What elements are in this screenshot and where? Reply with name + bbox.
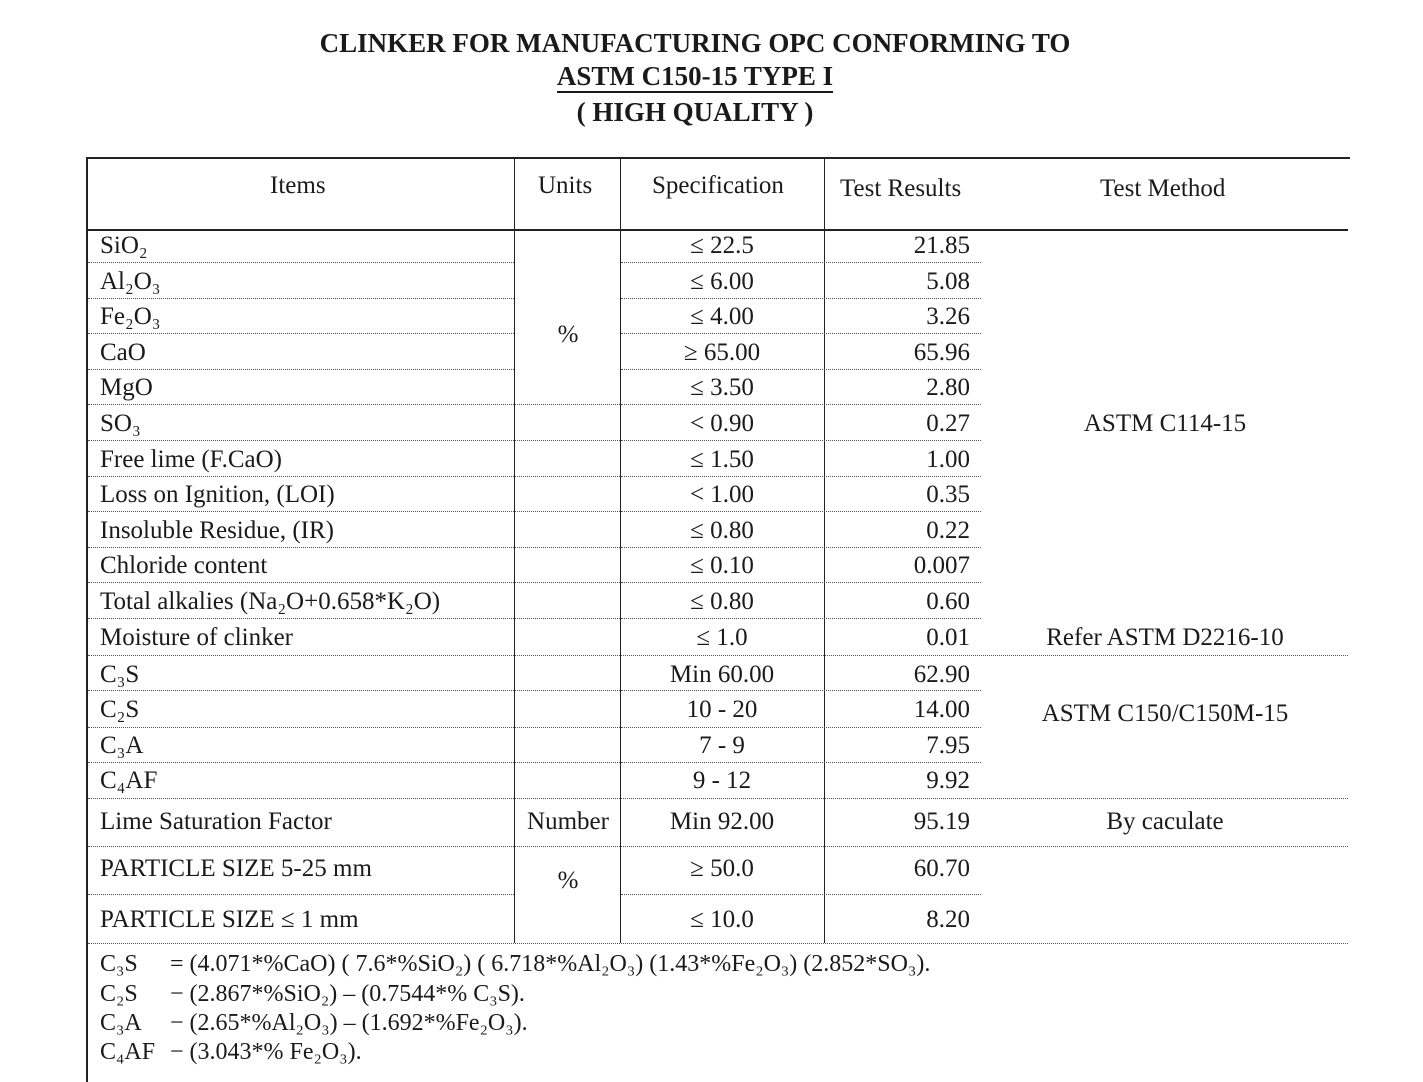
spec-cao: ≥ 65.00 — [683, 339, 761, 366]
result-c3s: 62.90 — [913, 661, 970, 688]
formula-c2s — [100, 980, 525, 1008]
formula-label: C₃A — [100, 1010, 142, 1036]
item-insoluble-residue: Insoluble Residue, (IR) — [100, 517, 334, 544]
item-total-alkalies: Total alkalies (Na₂O+0.658*K₂O) — [100, 588, 441, 615]
formula-text: − (2.65*%Al₂O₃) – (1.692*%Fe₂O₃). — [170, 1010, 528, 1036]
result-particle-5-25: 60.70 — [913, 855, 970, 882]
spec-so3: < 0.90 — [689, 410, 755, 437]
quality-subtitle: ( HIGH QUALITY ) — [576, 97, 814, 127]
method-astm-c150: ASTM C150/C150M-15 — [1041, 700, 1289, 727]
item-c3s: C₃S — [100, 661, 140, 688]
formula-c4af — [100, 1038, 362, 1066]
result-moisture: 0.01 — [926, 624, 970, 651]
col-header-items: Items — [270, 172, 326, 199]
formula-c3a — [100, 1009, 528, 1037]
result-loi: 0.35 — [926, 481, 970, 508]
col-header-test-method: Test Method — [1100, 175, 1226, 202]
formula-text: = (4.071*%CaO) ( 7.6*%SiO₂) ( 6.718*%Al₂O₃) (1.43*%Fe₂O₃) (2.852*SO₃). — [170, 951, 931, 977]
item-particle-5-25: PARTICLE SIZE 5-25 mm — [100, 855, 372, 882]
item-lsf: Lime Saturation Factor — [100, 808, 332, 835]
col-divider-spec — [620, 158, 621, 943]
result-lsf: 95.19 — [913, 808, 970, 835]
formula-label: C₂S — [100, 981, 138, 1007]
result-insoluble-residue: 0.22 — [926, 517, 970, 544]
item-chloride: Chloride content — [100, 552, 268, 579]
spec-c2s: 10 - 20 — [686, 696, 758, 723]
item-moisture: Moisture of clinker — [100, 624, 294, 651]
item-c3a: C₃A — [100, 732, 144, 759]
method-calculate: By caculate — [1106, 808, 1224, 835]
spec-mgo: ≤ 3.50 — [690, 374, 754, 401]
result-cao: 65.96 — [913, 339, 970, 366]
col-divider-units — [514, 158, 515, 943]
item-so3: SO₃ — [100, 410, 141, 437]
spec-lsf: Min 92.00 — [669, 808, 775, 835]
formula-c3s — [100, 950, 930, 978]
item-fe2o3: Fe₂O₃ — [100, 303, 161, 330]
formula-text: − (2.867*%SiO₂) – (0.7544*% C₃S). — [170, 981, 525, 1007]
unit-percent-oxides: % — [557, 321, 579, 348]
spec-insoluble-residue: ≤ 0.80 — [690, 517, 754, 544]
item-particle-1mm: PARTICLE SIZE ≤ 1 mm — [100, 906, 359, 933]
spec-chloride: ≤ 0.10 — [690, 552, 754, 579]
method-astm-c114: ASTM C114-15 — [1083, 410, 1247, 437]
spec-c4af: 9 - 12 — [692, 767, 752, 794]
spec-free-lime: ≤ 1.50 — [690, 446, 754, 473]
spec-al2o3: ≤ 6.00 — [690, 268, 754, 295]
result-particle-1mm: 8.20 — [926, 906, 970, 933]
spec-loi: < 1.00 — [689, 481, 755, 508]
item-al2o3: Al₂O₃ — [100, 268, 161, 295]
item-loi: Loss on Ignition, (LOI) — [100, 481, 335, 508]
item-c4af: C₄AF — [100, 767, 158, 794]
item-c2s: C₂S — [100, 696, 140, 723]
col-header-units: Units — [538, 172, 593, 199]
result-c3a: 7.95 — [926, 732, 970, 759]
result-chloride: 0.007 — [913, 552, 970, 579]
item-sio2: SiO₂ — [100, 232, 148, 259]
spec-c3a: 7 - 9 — [699, 732, 745, 759]
col-header-test-results: Test Results — [840, 175, 962, 202]
col-divider-results — [824, 158, 825, 943]
spec-particle-1mm: ≤ 10.0 — [690, 906, 754, 933]
result-al2o3: 5.08 — [926, 268, 970, 295]
document-title: CLINKER FOR MANUFACTURING OPC CONFORMING TO — [319, 28, 1071, 58]
result-c2s: 14.00 — [913, 696, 970, 723]
spec-fe2o3: ≤ 4.00 — [690, 303, 754, 330]
col-header-specification: Specification — [652, 172, 784, 199]
unit-percent-particle: % — [557, 867, 579, 894]
spec-moisture: ≤ 1.0 — [696, 624, 748, 651]
spec-sio2: ≤ 22.5 — [690, 232, 754, 259]
result-c4af: 9.92 — [926, 767, 970, 794]
formula-label: C₃S — [100, 951, 138, 977]
spec-particle-5-25: ≥ 50.0 — [690, 855, 754, 882]
spec-total-alkalies: ≤ 0.80 — [690, 588, 754, 615]
method-astm-d2216: Refer ASTM D2216-10 — [1046, 624, 1284, 651]
result-total-alkalies: 0.60 — [926, 588, 970, 615]
standard-title-text: ASTM C150-15 TYPE I — [556, 61, 834, 91]
spec-c3s: Min 60.00 — [669, 661, 775, 688]
standard-title — [0, 61, 1390, 92]
formula-text: − (3.043*% Fe₂O₃). — [170, 1039, 362, 1065]
result-so3: 0.27 — [926, 410, 970, 437]
item-free-lime: Free lime (F.CaO) — [100, 446, 282, 473]
formula-label: C₄AF — [100, 1039, 156, 1065]
result-mgo: 2.80 — [926, 374, 970, 401]
result-fe2o3: 3.26 — [926, 303, 970, 330]
item-mgo: MgO — [100, 374, 153, 401]
unit-number: Number — [527, 808, 609, 835]
result-free-lime: 1.00 — [926, 446, 970, 473]
result-sio2: 21.85 — [913, 232, 970, 259]
item-cao: CaO — [100, 339, 146, 366]
